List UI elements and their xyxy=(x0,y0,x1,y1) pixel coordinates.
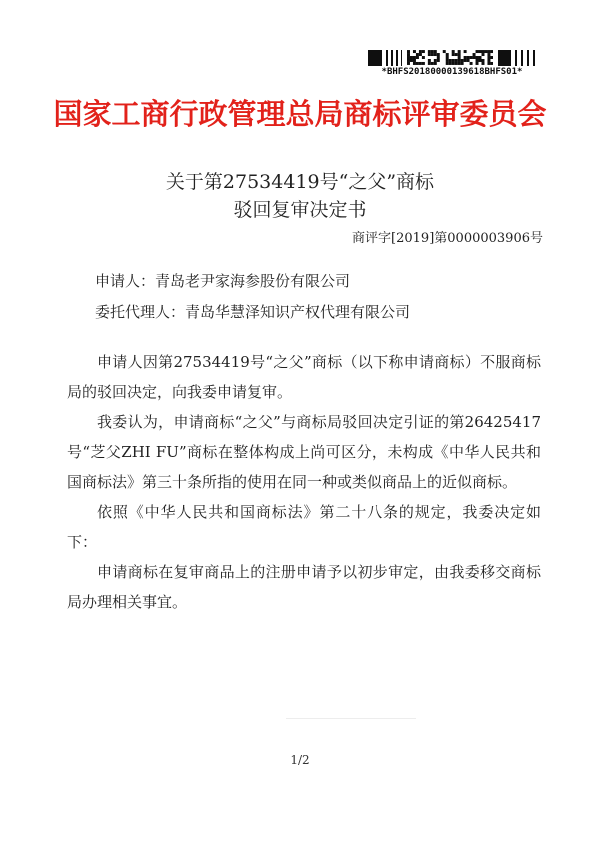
barcode-icon xyxy=(368,50,536,66)
issuer-title: 国家工商行政管理总局商标评审委员会 xyxy=(53,97,547,131)
paragraph: 申请人因第27534419号“之父”商标（以下称申请商标）不服商标局的驳回决定，向我委申请复审。 xyxy=(67,353,541,401)
parties-block xyxy=(95,266,410,328)
barcode-text: *BHFS20180000139618BHFS01* xyxy=(381,67,523,77)
document-title-line1: 关于第27534419号“之父”商标 xyxy=(165,171,435,193)
barcode xyxy=(368,50,536,77)
paragraph: 依照《中华人民共和国商标法》第二十八条的规定，我委决定如下： xyxy=(67,503,541,551)
document-title xyxy=(0,168,600,224)
barcode-end-block-icon xyxy=(498,50,511,66)
page-number: 1/2 xyxy=(290,753,310,767)
agent-line: 委托代理人：青岛华慧泽知识产权代理有限公司 xyxy=(95,303,411,321)
document-number: 商评字[2019]第0000003906号 xyxy=(352,231,543,246)
applicant-line: 申请人：青岛老尹家海参股份有限公司 xyxy=(95,272,351,290)
paragraph: 申请商标在复审商品上的注册申请予以初步审定，由我委移交商标局办理相关事宜。 xyxy=(67,563,541,611)
barcode-bars-icon xyxy=(386,50,402,66)
document-title-line2: 驳回复审决定书 xyxy=(233,199,367,221)
decision-body xyxy=(67,347,541,617)
paragraph: 我委认为，申请商标“之父”与商标局驳回决定引证的第26425417号“芝父ZHI FU”商标在整体构成上尚可区分，未构成《中华人民共和国商标法》第三十条所指的使用在同一种或类似商品上的近似商标。 xyxy=(67,413,541,491)
barcode-matrix-icon xyxy=(407,50,493,66)
scan-artifact-line xyxy=(286,718,416,719)
barcode-bars-icon xyxy=(515,50,536,66)
barcode-start-block-icon xyxy=(368,50,382,66)
